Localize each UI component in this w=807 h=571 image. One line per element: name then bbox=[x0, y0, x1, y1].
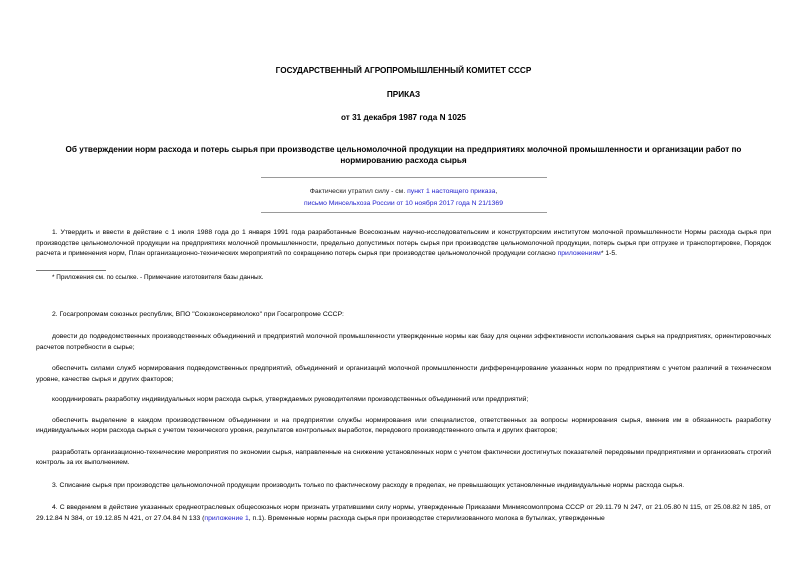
document-type: ПРИКАЗ bbox=[386, 90, 421, 99]
link-order-point-1[interactable]: пункт 1 настоящего приказа bbox=[407, 188, 496, 195]
paragraph-9 bbox=[36, 503, 771, 524]
status-note bbox=[36, 186, 771, 209]
status-prefix: Фактически утратил силу - см. bbox=[309, 188, 408, 195]
footnote: * Приложения см. по ссылке. - Примечание изготовителя базы данных. bbox=[52, 273, 264, 281]
order-date-number: от 31 декабря 1987 года N 1025 bbox=[341, 113, 466, 122]
link-appendices[interactable]: приложениям bbox=[557, 250, 601, 257]
status-divider-bottom bbox=[261, 212, 547, 213]
link-appendix-1[interactable]: приложение 1 bbox=[204, 514, 249, 522]
paragraph-8: 3. Списание сырья при производстве цельномолочной продукции производить только по фактическому расходу в пределах, не превышающих установленные индивидуальные нормы расхода сырья. bbox=[52, 481, 685, 489]
status-line-2 bbox=[36, 198, 771, 210]
paragraph-2: 2. Госагропромам союзных республик, ВПО "Союзконсервмолоко" при Госагропроме СССР: bbox=[52, 310, 344, 318]
document-title: Об утверждении норм расхода и потерь сырья при производстве цельномолочной продукции на предприятиях молочной промышленности и организации работ по нормированию расхода сырья bbox=[65, 145, 742, 165]
paragraph-5: координировать разработку индивидуальных норм расхода сырья, утверждаемых руководителями производственных объединений или предприятий; bbox=[52, 396, 529, 403]
status-line-1 bbox=[36, 186, 771, 198]
issuing-organization: ГОСУДАРСТВЕННЫЙ АГРОПРОМЫШЛЕННЫЙ КОМИТЕТ СССР bbox=[275, 66, 532, 75]
paragraph-7: разработать организационно-технические мероприятия по экономии сырья, направленные на снижение установленных норм с учетом фактически достигнутых показателей передовыми предприятиями и организовать строгий контроль за их выполнением. bbox=[36, 448, 771, 466]
document-page bbox=[36, 0, 771, 524]
status-divider-top bbox=[261, 177, 547, 178]
paragraph-4: обеспечить силами служб нормирования подведомственных предприятий, объединений и организаций молочной промышленности дифференцирование указанных норм по предприятиям с учетом различий в техническом уровне, качестве сырья и других факторов; bbox=[36, 365, 771, 383]
link-ministry-letter[interactable]: письмо Минсельхоза России от 10 ноября 2017 года N 21/1369 bbox=[304, 199, 503, 207]
status-comma: , bbox=[495, 188, 498, 195]
paragraph-6: обеспечить выделение в каждом производственном объединении и на предприятии службы нормирования или специалистов, ответственных за вопросы нормирования сырья, вменив им в обязанность разработку индивидуальных норм расхода сырья с учетом технического уровня, результатов контрольных выработок, передового производственного опыта и других факторов; bbox=[36, 416, 771, 434]
paragraph-1-text: 1. Утвердить и ввести в действие с 1 июля 1988 года до 1 января 1991 года разработанные Всесоюзным научно-исследовательским и конструкторским институтом молочной промышленности Нормы расхода сырья при производстве цельномолочной продукции на предприятиях молочной промышленности, предельно допустимых потерь сырья при производстве цельномолочной продукции, потерь сырья при отгрузке и транспортировке, Порядок расчета и применения норм, План организационно-технических мероприятий по сокращению потерь сырья при производстве цельномолочной продукции согласно bbox=[36, 229, 771, 257]
paragraph-9-tail: , п.1). Временные нормы расхода сырья при производстве стерилизованного молока в бутылках, утвержденные bbox=[248, 514, 605, 522]
paragraph-1-tail: * 1-5. bbox=[600, 250, 618, 257]
paragraph-3: довести до подведомственных производственных объединений и предприятий молочной промышленности утвержденные нормы как базу для оценки эффективности использования сырья на предприятиях, ориентировочных расчетов потребности в сырье; bbox=[36, 333, 771, 351]
footnote-divider bbox=[36, 270, 106, 271]
paragraph-1 bbox=[36, 228, 771, 260]
paragraph-9-text: 4. С введением в действие указанных среднеотраслевых общесоюзных норм признать утратившими силу нормы, утвержденные Приказами Минмясомолпрома СССР от 29.11.79 N 247, от 21.05.80 N 115, от 25.08.82 N 185, от 29.12.84 N 384, от 19.12.85 N 421, от 27.04.84 N 133 ( bbox=[36, 504, 771, 522]
